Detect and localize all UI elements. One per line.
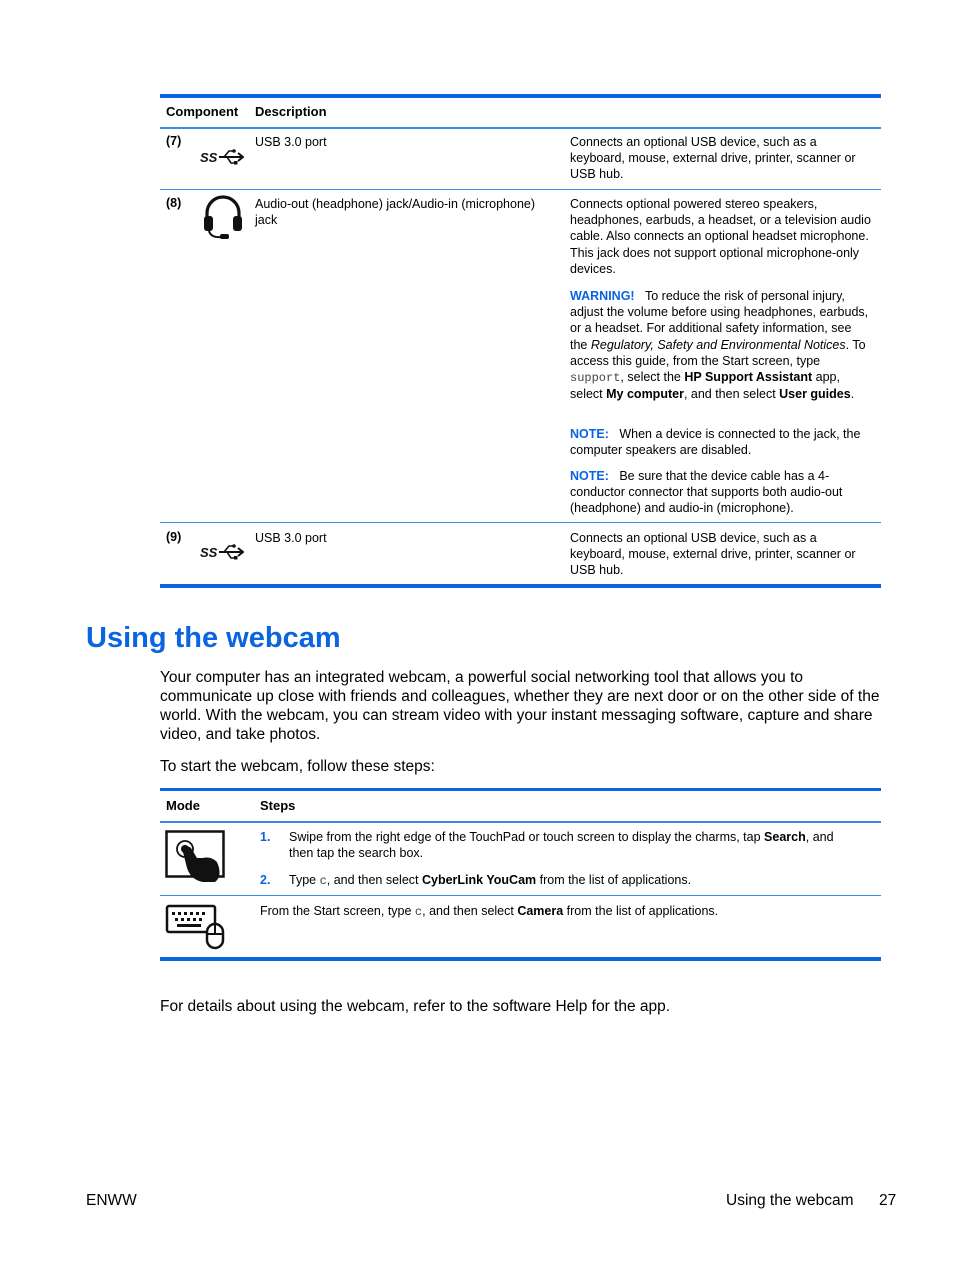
step-number: 2. — [260, 873, 271, 887]
intro-paragraph: Your computer has an integrated webcam, a powerful social networking tool that allows you to communicate up close with friends and colleagues, whether they are next door or on the other side of the world. With the webcam, you can stream video with your instant messaging software, capture and share video, and take photos. — [160, 669, 880, 743]
step-text: From the Start screen, type c, and then select Camera from the list of applications. — [260, 904, 719, 919]
component-number: (9) — [166, 530, 182, 544]
code-text: support — [570, 371, 621, 386]
header-rule — [160, 127, 881, 129]
headset-icon — [203, 194, 243, 240]
step-text: Swipe from the right edge of the TouchPad or touch screen to display the charms, tap Search, and then tap the search box. — [289, 830, 834, 861]
note-label: NOTE: — [570, 469, 609, 483]
column-header-mode: Mode — [166, 798, 200, 813]
footer-left: ENWW — [86, 1192, 137, 1209]
header-rule — [160, 821, 881, 823]
column-header-steps: Steps — [260, 798, 296, 813]
step-text: Type c, and then select CyberLink YouCam from the list of applications. — [289, 873, 692, 888]
svg-text:SS: SS — [200, 545, 218, 560]
component-number: (8) — [166, 196, 182, 210]
row-divider — [160, 522, 881, 523]
warning-paragraph: WARNING! To reduce the risk of personal injury, adjust the volume before using headphones, earbuds, or a headset. For additional safety information, see the Regulatory, Safety and Environmental Notices. To access this guide, from the Start screen, type support, select the HP Support Assistant app, select My computer, and then select User guides. — [570, 289, 869, 402]
row-divider — [160, 189, 881, 190]
note-paragraph: NOTE: Be sure that the device cable has a 4-conductor connector that supports both audio-out (headphone) and audio-in (microphone). — [570, 469, 843, 516]
page-number: 27 — [879, 1192, 897, 1209]
outro-paragraph: For details about using the webcam, refer to the software Help for the app. — [160, 998, 671, 1015]
column-header-component: Component — [166, 104, 239, 119]
code-text: c — [414, 905, 423, 919]
usb-superspeed-icon — [200, 542, 244, 562]
step-item — [260, 872, 290, 888]
table-bottom-rule — [160, 584, 881, 588]
component-description: Connects optional powered stereo speakers, headphones, earbuds, a headset, or a television audio cable. Also connects an optional headset microphone. This jack does not support optional microphone-only devices. — [570, 197, 871, 276]
component-name: USB 3.0 port — [255, 531, 327, 545]
component-description: Connects an optional USB device, such as a keyboard, mouse, external drive, printer, scanner or USB hub. — [570, 135, 856, 182]
table-top-rule — [160, 94, 881, 98]
table-top-rule — [160, 788, 881, 791]
touch-gesture-icon — [165, 830, 227, 884]
component-number: (7) — [166, 134, 182, 148]
component-name: Audio-out (headphone) jack/Audio-in (microphone) jack — [255, 197, 536, 228]
footer-section-title: Using the webcam — [726, 1192, 854, 1209]
warning-label: WARNING! — [570, 289, 635, 303]
section-title: Using the webcam — [86, 622, 341, 654]
component-description: Connects an optional USB device, such as a keyboard, mouse, external drive, printer, scanner or USB hub. — [570, 531, 856, 578]
svg-text:SS: SS — [200, 150, 218, 165]
table-bottom-rule — [160, 957, 881, 961]
code-text: c — [319, 874, 327, 888]
keyboard-mouse-icon — [165, 904, 227, 950]
lead-paragraph: To start the webcam, follow these steps: — [160, 758, 435, 775]
row-divider — [160, 895, 881, 896]
usb-superspeed-icon — [200, 147, 244, 167]
note-paragraph: NOTE: When a device is connected to the jack, the computer speakers are disabled. — [570, 427, 861, 458]
component-name: USB 3.0 port — [255, 135, 327, 149]
note-label: NOTE: — [570, 427, 609, 441]
column-header-description: Description — [255, 104, 327, 119]
step-number: 1. — [260, 830, 271, 844]
